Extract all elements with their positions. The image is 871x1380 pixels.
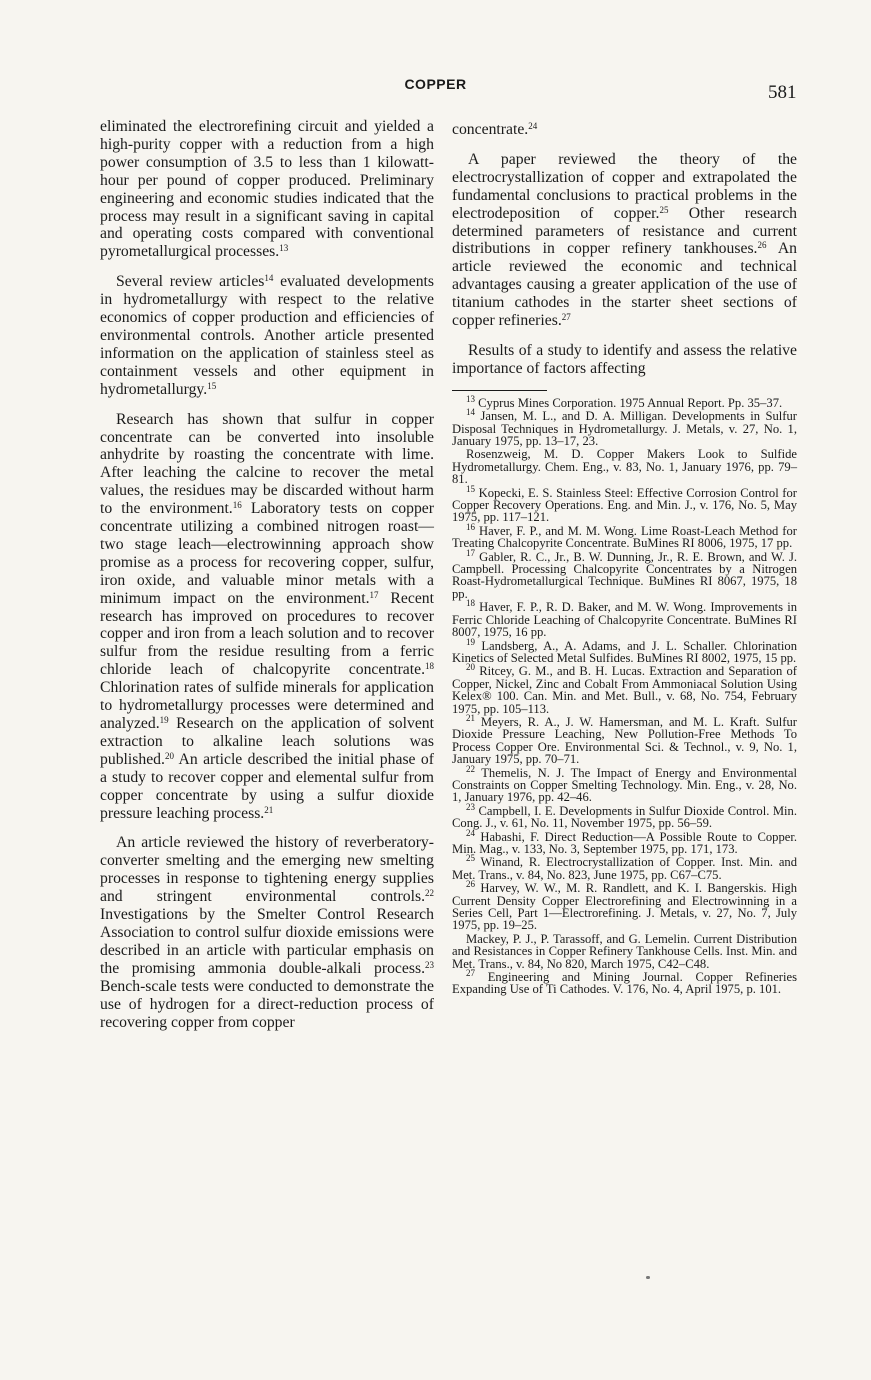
- footnote: $^{25}$ Winand, R. Electrocrystallization of Copper. Inst. Min. and Met. Trans., v. 84, No. 823, June 1975, pp. C67–C75.: [452, 853, 798, 882]
- footnote: $^{16}$ Haver, F. P., and M. M. Wong. Lime Roast-Leach Method for Treating Chalcopyrite Concentrate. BuMines RI 8006, 1975, 17 pp.: [452, 521, 797, 551]
- left-column: [100, 118, 434, 1043]
- body-paragraph: An article reviewed the history of reverberatory-converter smelting and the emerging new smelting processes in response to tightening energy supplies and stringent environmental controls.$^{22}$ Investigations by the Smelter Control Research Association to control sulfur dioxide emissions were described in an article with particular emphasis on the promising ammonia double-alkali process.$^{23}$ Bench-scale tests were conducted to demonstrate the use of hydrogen for a direct-reduction process of recovering copper from copper: [100, 834, 434, 1031]
- footnotes: [452, 393, 798, 997]
- footnote: $^{19}$ Landsberg, A., A. Adams, and J. L. Schaller. Chlorination Kinetics of Selected Metal Sulfides. BuMines RI 8002, 1975, 15 pp.: [452, 636, 797, 665]
- reference-marker: 21: [264, 804, 274, 815]
- footnote: $^{21}$ Meyers, R. A., J. W. Hamersman, and M. L. Kraft. Sulfur Dioxide Pressure Leaching, New Pollution-Free Methods To Process Copper Ore. Environmental Sci. & Technol., v. 9, No. 1, January 1975, pp. 70–71.: [452, 712, 797, 767]
- footnote: $^{17}$ Gabler, R. C., Jr., B. W. Dunning, Jr., R. E. Brown, and W. J. Campbell. Processing Chalcopyrite Concentrates by a Nitrogen Roast-Hydrometallurgical Technique. BuMines RI 8067, 1975, 18 pp.: [452, 547, 797, 601]
- reference-marker: 26: [757, 240, 767, 251]
- page-number: 581: [768, 82, 797, 103]
- footnote: $^{22}$ Themelis, N. J. The Impact of Energy and Environmental Constraints on Copper Smelting Technology. Min. Eng., v. 28, No. 1, January 1976, pp. 42–46.: [452, 763, 798, 805]
- body-paragraph: concentrate.$^{24}$: [452, 121, 538, 138]
- body-paragraph: eliminated the electrorefining circuit and yielded a high-purity copper with a reduction from a high power consumption of 3.5 to less than 1 kilowatt-hour per pound of copper produced. Preliminary engineering and economic studies indicated that the process may result in a significant saving in capital and operating costs compared with conventional pyrometallurgical processes.$^{13}$: [100, 118, 434, 261]
- reference-marker: 18: [425, 661, 434, 672]
- reference-marker: 23: [425, 959, 434, 970]
- footnote: $^{14}$ Jansen, M. L., and D. A. Milligan. Developments in Sulfur Disposal Techniques in Hydrometallurgy. J. Metals, v. 27, No. 1, January 1975, pp. 13–17, 23.: [452, 407, 797, 448]
- right-column: [452, 121, 797, 997]
- footnote: $^{18}$ Haver, F. P., R. D. Baker, and M. W. Wong. Improvements in Ferric Chloride Leaching of Chalcopyrite Concentrate. BuMines RI 8007, 1975, 16 pp.: [452, 598, 797, 640]
- body-paragraph: Several review articles$^{14}$ evaluated developments in hydrometallurgy with respect to the relative economics of copper production and efficiencies of environmental controls. Another article presented information on the application of stainless steel as containment vessels and other equipment in hydrometallurgy.$^{15}$: [100, 273, 434, 398]
- footnote: $^{20}$ Ritcey, G. M., and B. H. Lucas. Extraction and Separation of Copper, Nickel, Zinc and Cobalt From Ammoniacal Solution Using Kelex® 100. Can. Min. and Met. Bull., v. 68, No. 754, February 1975, pp. 105–113.: [452, 662, 797, 716]
- body-paragraph: Research has shown that sulfur in copper concentrate can be converted into insoluble anhydrite by roasting the concentrate with lime. After leaching the calcine to recover the metal values, the residues may be discarded without harm to the environment.$^{16}$ Laboratory tests on copper concentrate utilizing a combined nitrogen roast—two stage leach—electrowinning approach show promise as a process for recovering copper, sulfur, iron oxide, and valuable minor metals with a minimum impact on the environment.$^{17}$ Recent research has improved on procedures to recover copper and iron from a leach solution and to recover sulfur from the residue resulting from a ferric chloride leach of chalcopyrite concentrate.$^{18}$ Chlorination rates of sulfide minerals for application to hydrometallurgy processes were determined and analyzed.$^{19}$ Research on the application of solvent extraction to alkaline leach solutions was published.$^{20}$ An article described the initial phase of a study to recover copper and elemental sulfur from copper concentrate by using a sulfur dioxide pressure leaching process.$^{21}$: [100, 410, 434, 822]
- reference-marker: 16: [232, 500, 242, 511]
- reference-marker: 27: [561, 312, 571, 323]
- footnote: $^{13}$ Cyprus Mines Corporation. 1975 Annual Report. Pp. 35–37.: [466, 393, 783, 410]
- reference-marker: 25: [659, 204, 669, 215]
- body-paragraph: A paper reviewed the theory of the electrocrystallization of copper and extrapolated the fundamental conclusions to practical problems in the electrodeposition of copper.$^{25}$ Other research determined parameters of resistance and current distributions in copper refinery tankhouses.$^{26}$ An article reviewed the economic and technical advantages causing a greater application of the use of titanium cathodes in the starter sheet sections of copper refineries.$^{27}$: [452, 150, 798, 330]
- footnote: $^{26}$ Harvey, W. W., M. R. Randlett, and K. I. Bangerskis. High Current Density Copper Electrorefining and Electrowinning in a Series Cell, Part 1—Electrorefining. J. Metals, v. 27, No. 7, July 1975, pp. 19–25.: [452, 879, 797, 933]
- footnote: $^{15}$ Kopecki, E. S. Stainless Steel: Effective Corrosion Control for Copper Recovery Operations. Eng. and Min. J., v. 176, No. 5, May 1975, pp. 117–121.: [452, 483, 797, 525]
- reference-marker: 14: [264, 273, 274, 284]
- reference-marker: 19: [159, 715, 169, 725]
- reference-marker: 13: [279, 243, 289, 254]
- footnote: $^{27}$ Engineering and Mining Journal. Copper Refineries Expanding Use of Ti Cathodes. V. 176, No. 4, April 1975, p. 101.: [452, 968, 797, 997]
- reference-marker: 20: [164, 750, 174, 761]
- footnote: Rosenzweig, M. D. Copper Makers Look to Sulfide Hydrometallurgy. Chem. Eng., v. 83, No. 1, January 1976, pp. 79–81.: [452, 447, 797, 487]
- footnote: Mackey, P. J., P. Tarassoff, and G. Lemelin. Current Distribution and Resistances in Copper Refinery Tankhouse Cells. Inst. Min. and Met. Trans., v. 84, No 820, March 1975, C42–C48.: [452, 931, 797, 971]
- reference-marker: 24: [528, 121, 538, 131]
- reference-marker: 22: [425, 888, 434, 899]
- scan-speck: [646, 1276, 650, 1279]
- body-paragraph: Results of a study to identify and assess the relative importance of factors affecting: [452, 341, 797, 377]
- reference-marker: 15: [207, 380, 217, 391]
- footnote: $^{24}$ Habashi, F. Direct Reduction—A Possible Route to Copper. Min. Mag., v. 133, No. 3, September 1975, pp. 171, 173.: [452, 827, 797, 856]
- footnote-divider: [452, 390, 547, 391]
- footnote: $^{23}$ Campbell, I. E. Developments in Sulfur Dioxide Control. Min. Cong. J., v. 61, No. 11, November 1975, pp. 56–59.: [452, 801, 797, 831]
- reference-marker: 17: [369, 589, 379, 600]
- running-title: COPPER: [404, 76, 467, 92]
